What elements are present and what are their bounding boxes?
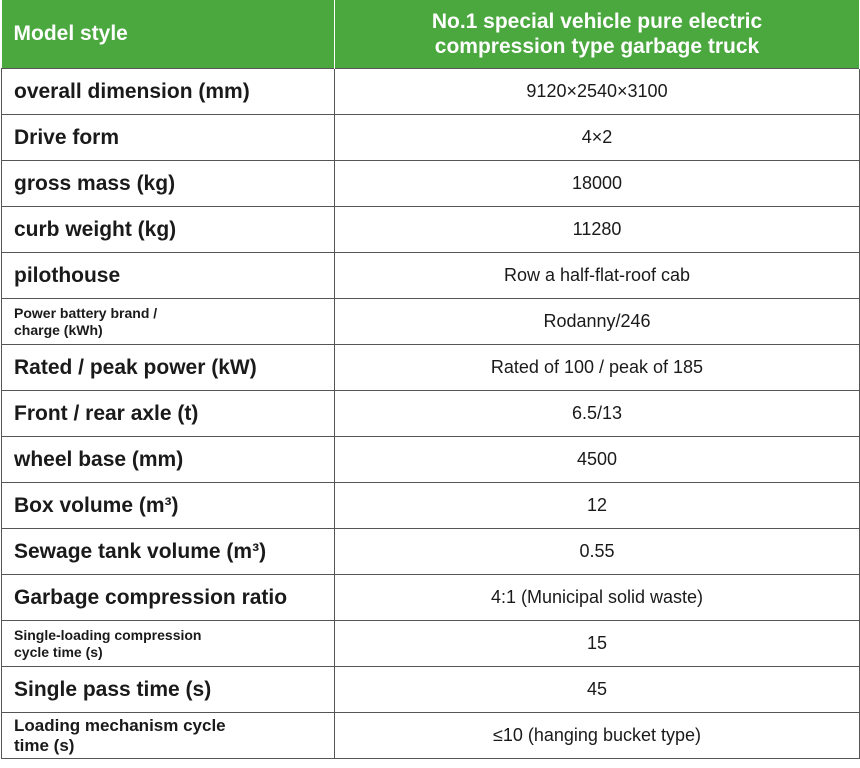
spec-table [1, 0, 860, 759]
table-row [2, 483, 860, 529]
table-row [2, 69, 860, 115]
table-row [2, 161, 860, 207]
row-label: Sewage tank volume (m³) [2, 529, 335, 575]
table-row [2, 667, 860, 713]
table-row [2, 345, 860, 391]
row-label: overall dimension (mm) [2, 69, 335, 115]
row-label: gross mass (kg) [2, 161, 335, 207]
row-value: 4:1 (Municipal solid waste) [335, 575, 860, 621]
row-value: 4500 [335, 437, 860, 483]
row-value: ≤10 (hanging bucket type) [335, 713, 860, 759]
row-value: 15 [335, 621, 860, 667]
row-value: Row a half-flat-roof cab [335, 253, 860, 299]
table-row [2, 207, 860, 253]
row-label: Front / rear axle (t) [2, 391, 335, 437]
row-label: wheel base (mm) [2, 437, 335, 483]
row-value: Rodanny/246 [335, 299, 860, 345]
header-line-1: No.1 special vehicle pure electric [431, 10, 763, 33]
row-value: 0.55 [335, 529, 860, 575]
table-row [2, 391, 860, 437]
table-row [2, 437, 860, 483]
row-value: 18000 [335, 161, 860, 207]
table-row [2, 575, 860, 621]
row-value: 11280 [335, 207, 860, 253]
header-model-style: Model style [2, 0, 335, 69]
row-label [2, 299, 335, 345]
row-value: 9120×2540×3100 [335, 69, 860, 115]
row-label-line-2: cycle time (s) [14, 643, 103, 660]
row-label [2, 621, 335, 667]
table-row [2, 529, 860, 575]
table-row [2, 253, 860, 299]
table-row [2, 115, 860, 161]
row-value: 6.5/13 [335, 391, 860, 437]
row-label: Single pass time (s) [2, 667, 335, 713]
row-label: Garbage compression ratio [2, 575, 335, 621]
table-row [2, 621, 860, 667]
row-label: Box volume (m³) [2, 483, 335, 529]
row-value: 4×2 [335, 115, 860, 161]
row-label: pilothouse [2, 253, 335, 299]
row-label-line-1: Power battery brand / [14, 304, 158, 321]
table-row [2, 299, 860, 345]
row-label: Rated / peak power (kW) [2, 345, 335, 391]
row-label [2, 713, 335, 759]
row-label-line-2: charge (kWh) [14, 321, 103, 338]
header-vehicle-name [335, 0, 860, 69]
header-line-2: compression type garbage truck [434, 35, 760, 58]
row-value: 12 [335, 483, 860, 529]
table-row [2, 713, 860, 759]
row-label-line-2: time (s) [14, 735, 75, 755]
row-label-line-1: Single-loading compression [14, 626, 202, 643]
row-value: Rated of 100 / peak of 185 [335, 345, 860, 391]
row-label: Drive form [2, 115, 335, 161]
header-row [2, 0, 860, 69]
row-value: 45 [335, 667, 860, 713]
row-label-line-1: Loading mechanism cycle [14, 715, 226, 735]
row-label: curb weight (kg) [2, 207, 335, 253]
